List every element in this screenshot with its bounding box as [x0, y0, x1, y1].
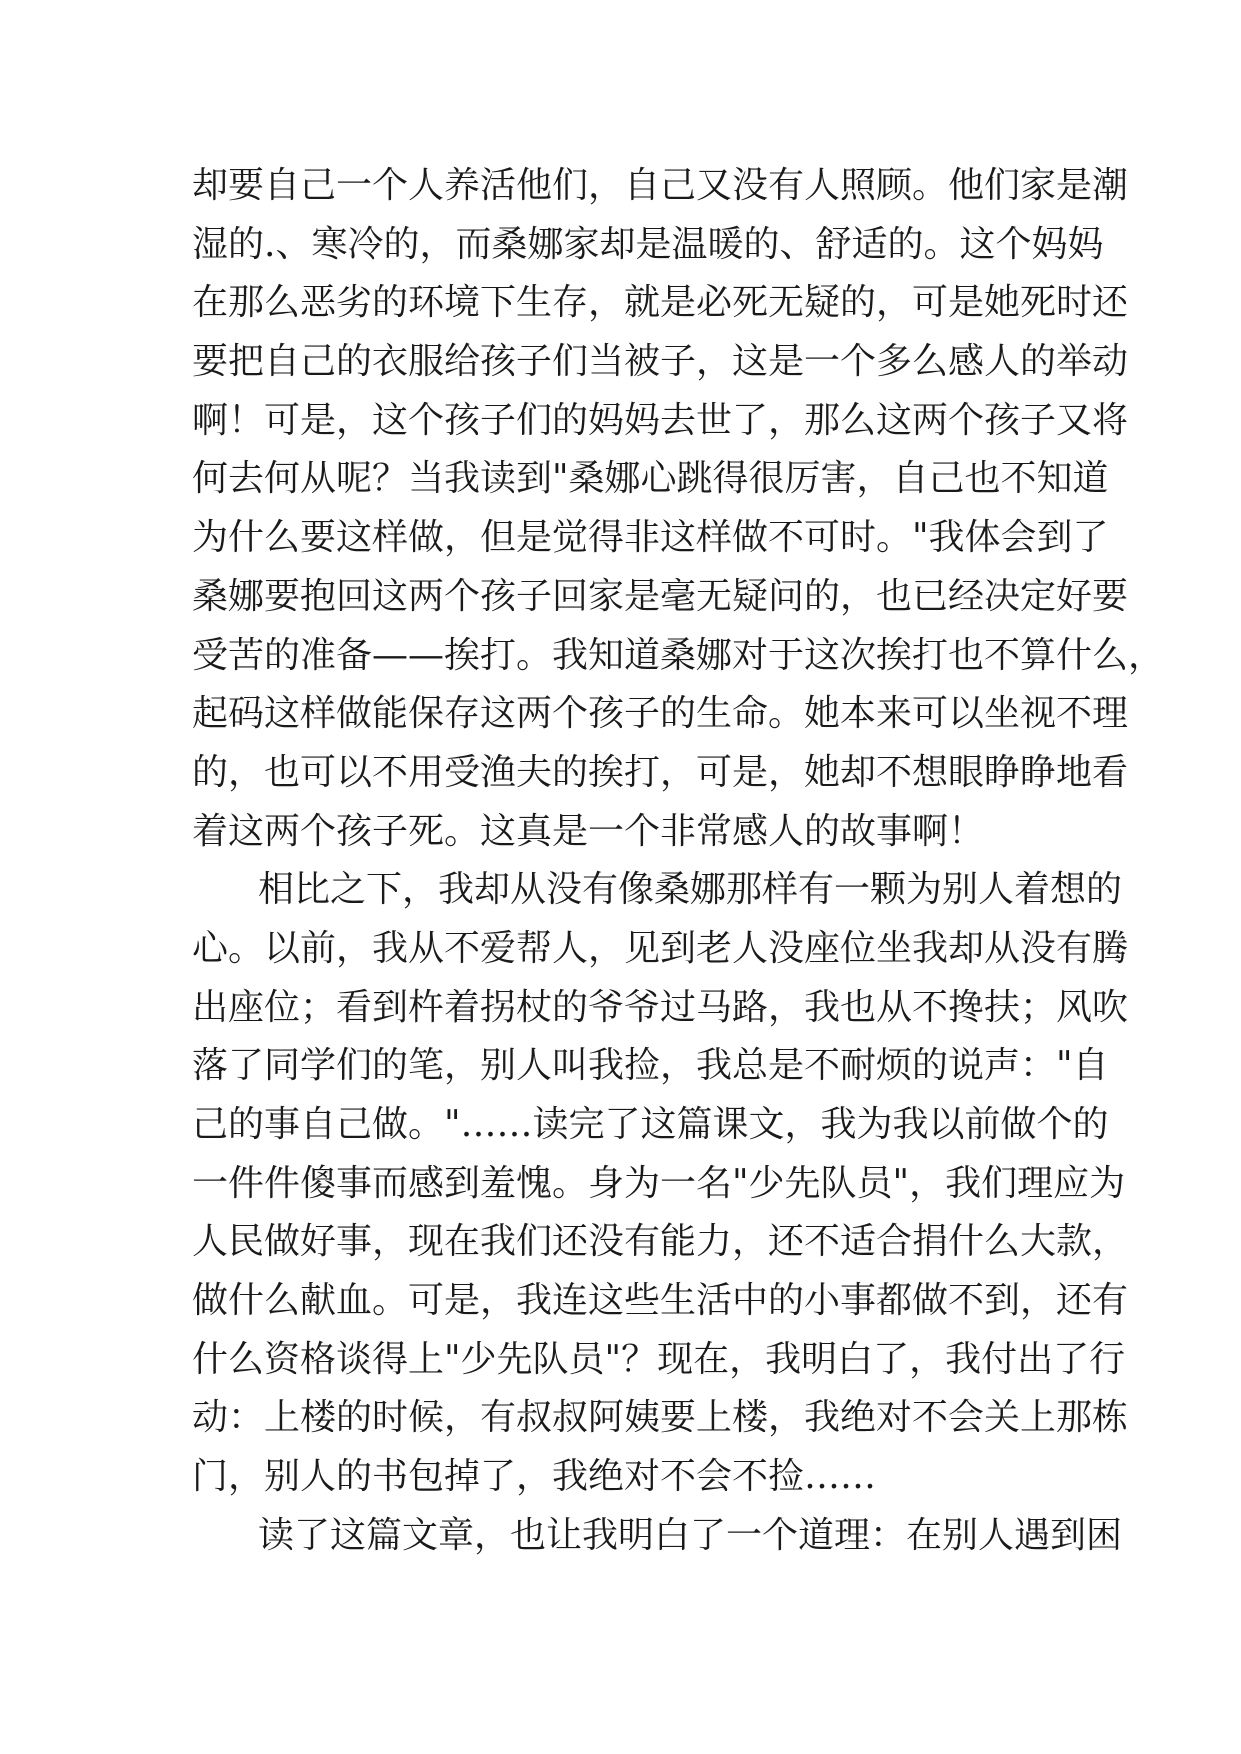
text-line: 做什么献血。可是，我连这些生活中的小事都做不到，还有: [192, 1280, 1129, 1322]
text-line: 出座位；看到杵着拐杖的爷爷过马路，我也从不搀扶；风吹: [192, 986, 1129, 1028]
text-line: 何去何从呢？当我读到"桑娜心跳得很厉害，自己也不知道: [192, 458, 1109, 500]
text-line: 动：上楼的时候，有叔叔阿姨要上楼，我绝对不会关上那栋: [192, 1397, 1129, 1439]
text-line: 人民做好事，现在我们还没有能力，还不适合捐什么大款，: [192, 1221, 1129, 1263]
text-line: 受苦的准备——挨打。我知道桑娜对于这次挨打也不算什么，: [192, 634, 1165, 676]
text-line: 桑娜要抱回这两个孩子回家是毫无疑问的，也已经决定好要: [192, 575, 1129, 617]
text-line: 湿的.、寒冷的，而桑娜家却是温暖的、舒适的。这个妈妈: [192, 223, 1104, 265]
text-line: 的，也可以不用受渔夫的挨打，可是，她却不想眼睁睁地看: [192, 751, 1129, 793]
text-line: 己的事自己做。"……读完了这篇课文，我为我以前做个的: [192, 1104, 1109, 1145]
body-text: [192, 157, 1165, 1566]
text-line: 心。以前，我从不爱帮人，见到老人没座位坐我却从没有腾: [192, 927, 1129, 969]
text-line: 在那么恶劣的环境下生存，就是必死无疑的，可是她死时还: [192, 282, 1129, 324]
paragraph: [192, 861, 1129, 1507]
text-line: 什么资格谈得上"少先队员"？现在，我明白了，我付出了行: [192, 1338, 1126, 1380]
text-line: 读了这篇文章，也让我明白了一个道理：在别人遇到困: [258, 1514, 1123, 1556]
text-line: 相比之下，我却从没有像桑娜那样有一颗为别人着想的: [258, 869, 1123, 911]
text-line: 为什么要这样做，但是觉得非这样做不可时。"我体会到了: [192, 517, 1109, 559]
paragraph: [192, 1507, 1123, 1566]
text-line: 一件件傻事而感到羞愧。身为一名"少先队员"，我们理应为: [192, 1162, 1126, 1204]
text-line: 要把自己的衣服给孩子们当被子，这是一个多么感人的举动: [192, 341, 1129, 383]
text-line: 着这两个孩子死。这真是一个非常感人的故事啊！: [192, 810, 985, 852]
text-line: 却要自己一个人养活他们，自己又没有人照顾。他们家是潮: [192, 165, 1129, 206]
text-line: 啊！可是，这个孩子们的妈妈去世了，那么这两个孩子又将: [192, 399, 1129, 441]
text-line: 门，别人的书包掉了，我绝对不会不捡……: [192, 1456, 877, 1498]
paragraph: [192, 157, 1165, 861]
text-line: 落了同学们的笔，别人叫我捡，我总是不耐烦的说声："自: [192, 1045, 1109, 1087]
text-line: 起码这样做能保存这两个孩子的生命。她本来可以坐视不理: [192, 693, 1129, 735]
